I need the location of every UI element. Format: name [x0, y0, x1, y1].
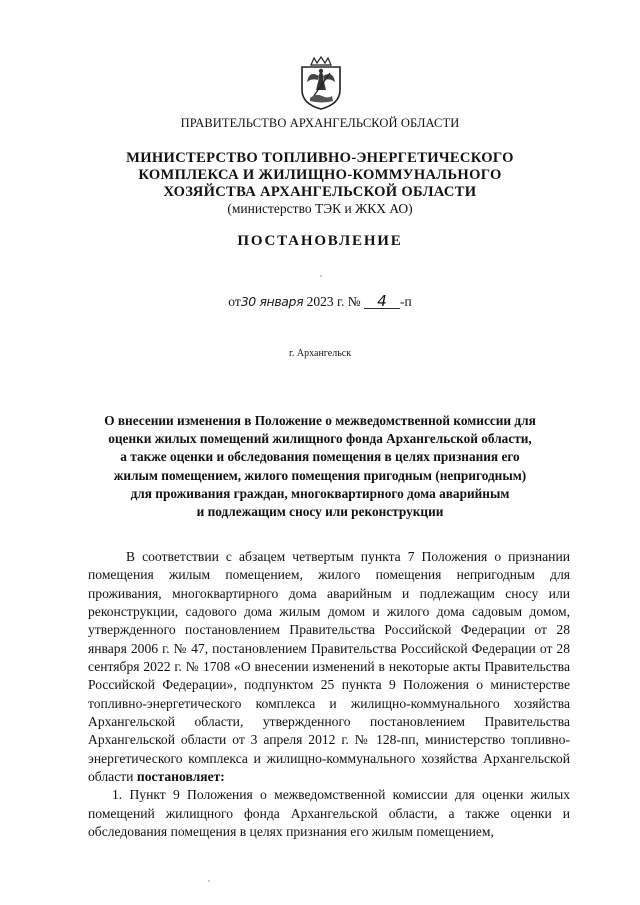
date-prefix: от: [228, 294, 241, 309]
paragraph-text: В соответствии с абзацем четвертым пункта 7 Положения о признании помещения жилым помещением, жилого помещения непригодным для проживания, многоквартирного дома аварийным и подлежащим сносу или реконструкции, садового дома жилым домом и жилого дома садовым домом, утвержденного постановлением Правительства Российской Федерации от 28 января 2006 г. № 47, постановлением Правительства Российской Федерации от 28 сентября 2022 г. № 1708 «О внесении изменений в некоторые акты Правительства Российской Федерации», подпунктом 25 пункта 9 Положения о министерстве топливно-энергетического комплекса и жилищно-коммунального хозяйства Архангельской области, утвержденного постановлением Правительства Архангельской области от 3 апреля 2012 г. № 128-пп, министерство топливно-энергетического комплекса и жилищно-коммунального хозяйства Архангельской области: [88, 549, 570, 785]
handwritten-number: 4: [364, 294, 400, 309]
body-paragraph: [88, 548, 570, 786]
subject-line: О внесении изменения в Положение о межведомственной комиссии для: [104, 413, 536, 428]
decree-subject: [0, 412, 640, 521]
coat-of-arms-icon: [298, 56, 344, 110]
decree-body: [88, 548, 570, 842]
ministry-line: КОМПЛЕКСА И ЖИЛИЩНО-КОММУНАЛЬНОГО: [138, 167, 502, 183]
ministry-line: МИНИСТЕРСТВО ТОПЛИВНО-ЭНЕРГЕТИЧЕСКОГО: [126, 150, 514, 166]
document-type: ПОСТАНОВЛЕНИЕ: [237, 233, 403, 249]
city-name: г. Архангельск: [288, 348, 352, 359]
subject-line: жилым помещением, жилого помещения пригодным (непригодным): [113, 467, 527, 483]
government-name: ПРАВИТЕЛЬСТВО АРХАНГЕЛЬСКОЙ ОБЛАСТИ: [180, 116, 460, 130]
ministry-name: [0, 150, 640, 201]
subject-line: и подлежащим сносу или реконструкции: [196, 504, 444, 520]
decree-date-line: [0, 294, 640, 310]
handwritten-date: 30 января: [240, 294, 304, 309]
ministry-short-name: (министерство ТЭК и ЖКХ АО): [227, 201, 413, 216]
scan-speck: [320, 275, 322, 277]
subject-line: для проживания граждан, многоквартирного дома аварийным: [130, 485, 510, 501]
subject-line: оценки жилых помещений жилищного фонда Архангельской области,: [108, 431, 532, 447]
body-paragraph: 1. Пункт 9 Положения о межведомственной комиссии для оценки жилых помещений жилищного фонда Архангельской области, а также оценки и обследования помещения в целях признания его жилым помещением,: [88, 787, 570, 840]
decree-year: 2023 г.: [306, 294, 345, 309]
number-suffix: -п: [399, 294, 412, 309]
scan-speck: [208, 880, 210, 882]
subject-line: а также оценки и обследования помещения в целях признания его: [120, 449, 520, 465]
resolution-word: постановляет:: [136, 769, 225, 785]
ministry-line: ХОЗЯЙСТВА АРХАНГЕЛЬСКОЙ ОБЛАСТИ: [163, 184, 477, 200]
number-sign: №: [347, 294, 361, 309]
